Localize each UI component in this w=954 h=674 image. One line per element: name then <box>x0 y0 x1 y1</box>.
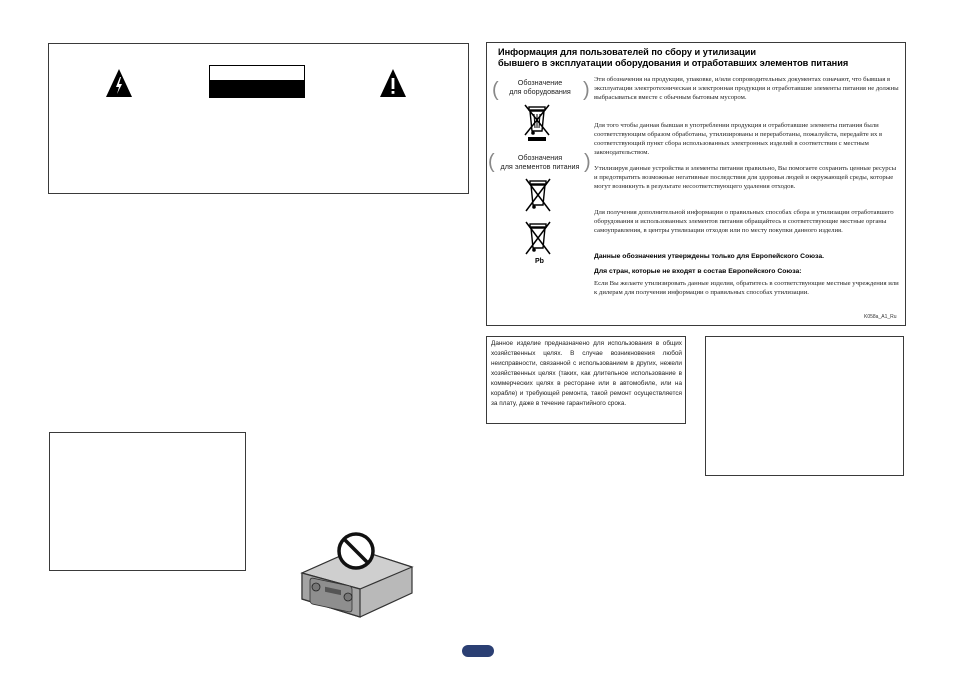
weee-paragraph: Утилизируя данные устройства и элементы питания правильно, Вы помогаете сохранить ценные ресурсы и предотвратить возможные негативные последствия для здоровья людей и окружающей среды, которые могут возникнуть в результате несоответствующего удаления отходов. <box>594 165 897 190</box>
caution-label-icon <box>209 65 305 98</box>
empty-box-right <box>705 336 904 476</box>
page-number-badge <box>462 645 494 657</box>
caution-warning-icon <box>379 68 407 98</box>
household-use-notice-text: Данное изделие предназначено для использования в общих хозяйственных целях. В случае возникновения любой неисправности, связанной с использованием в других, нежели хозяйственных целях (таких, как длительное использование в коммерческих целях в ресторане или в автомобиле, или на корабле) и требующей ремонта, такой ремонт осуществляется за плату, даже в течение гарантийного срока. <box>491 340 682 407</box>
document-code: K058a_A1_Ru <box>864 314 897 320</box>
weee-eu-note: Данные обозначения утверждены только для Европейского Союза. <box>594 253 824 260</box>
weee-non-eu-heading: Для стран, которые не входят в состав Европейского Союза: <box>594 268 802 275</box>
crossed-out-wheelie-bin-icon <box>522 103 552 143</box>
caption-batteries: Обозначения для элементов питания <box>500 153 580 171</box>
no-objects-on-receiver-icon <box>298 525 416 620</box>
weee-title: Информация для пользователей по сбору и утилизации бывшего в эксплуатации оборудования и отработавших элементов питания <box>498 47 849 68</box>
weee-non-eu-text: Если Вы желаете утилизировать данные изделия, обратитесь в соответствующие местные учреждения или к дилерам для получения информации о правильных способах утилизации. <box>594 280 899 296</box>
crossed-out-wheelie-bin-icon <box>523 177 553 213</box>
bracket-left: ( <box>492 79 499 101</box>
bracket-right: ) <box>583 79 590 101</box>
caption-equipment: Обозначение для оборудования <box>509 78 571 96</box>
pb-label: Pb <box>535 258 544 265</box>
bracket-left-2: ( <box>488 151 495 173</box>
empty-box-left <box>49 432 246 571</box>
crossed-out-wheelie-bin-icon <box>523 220 553 256</box>
weee-paragraph: Для получения дополнительной информации о правильных способах сбора и утилизации отработавшего оборудования и использованных элементов питания обращайтесь в соответствующие местные органы самоуправления, в центры утилизации отходов или по месту покупки данного изделия. <box>594 209 894 234</box>
weee-paragraph: Эти обозначения на продукции, упаковке, и/или сопроводительных документах означают, что бывшая в эксплуатации электротехническая и электронная продукция и отработавшие элементы питания не должны выбрасываться вместе с обычным бытовым мусором. <box>594 76 899 101</box>
bracket-right-2: ) <box>584 151 591 173</box>
weee-paragraph: Для того чтобы данная бывшая в употреблении продукция и отработавшие элементы питания были соответствующим образом обработаны, утилизированы и переработаны, пожалуйста, передайте их в соответствующий пункт сбора использованных электронных изделий в соответствии с местным законодательством. <box>594 122 883 156</box>
electric-shock-warning-icon <box>105 68 133 98</box>
